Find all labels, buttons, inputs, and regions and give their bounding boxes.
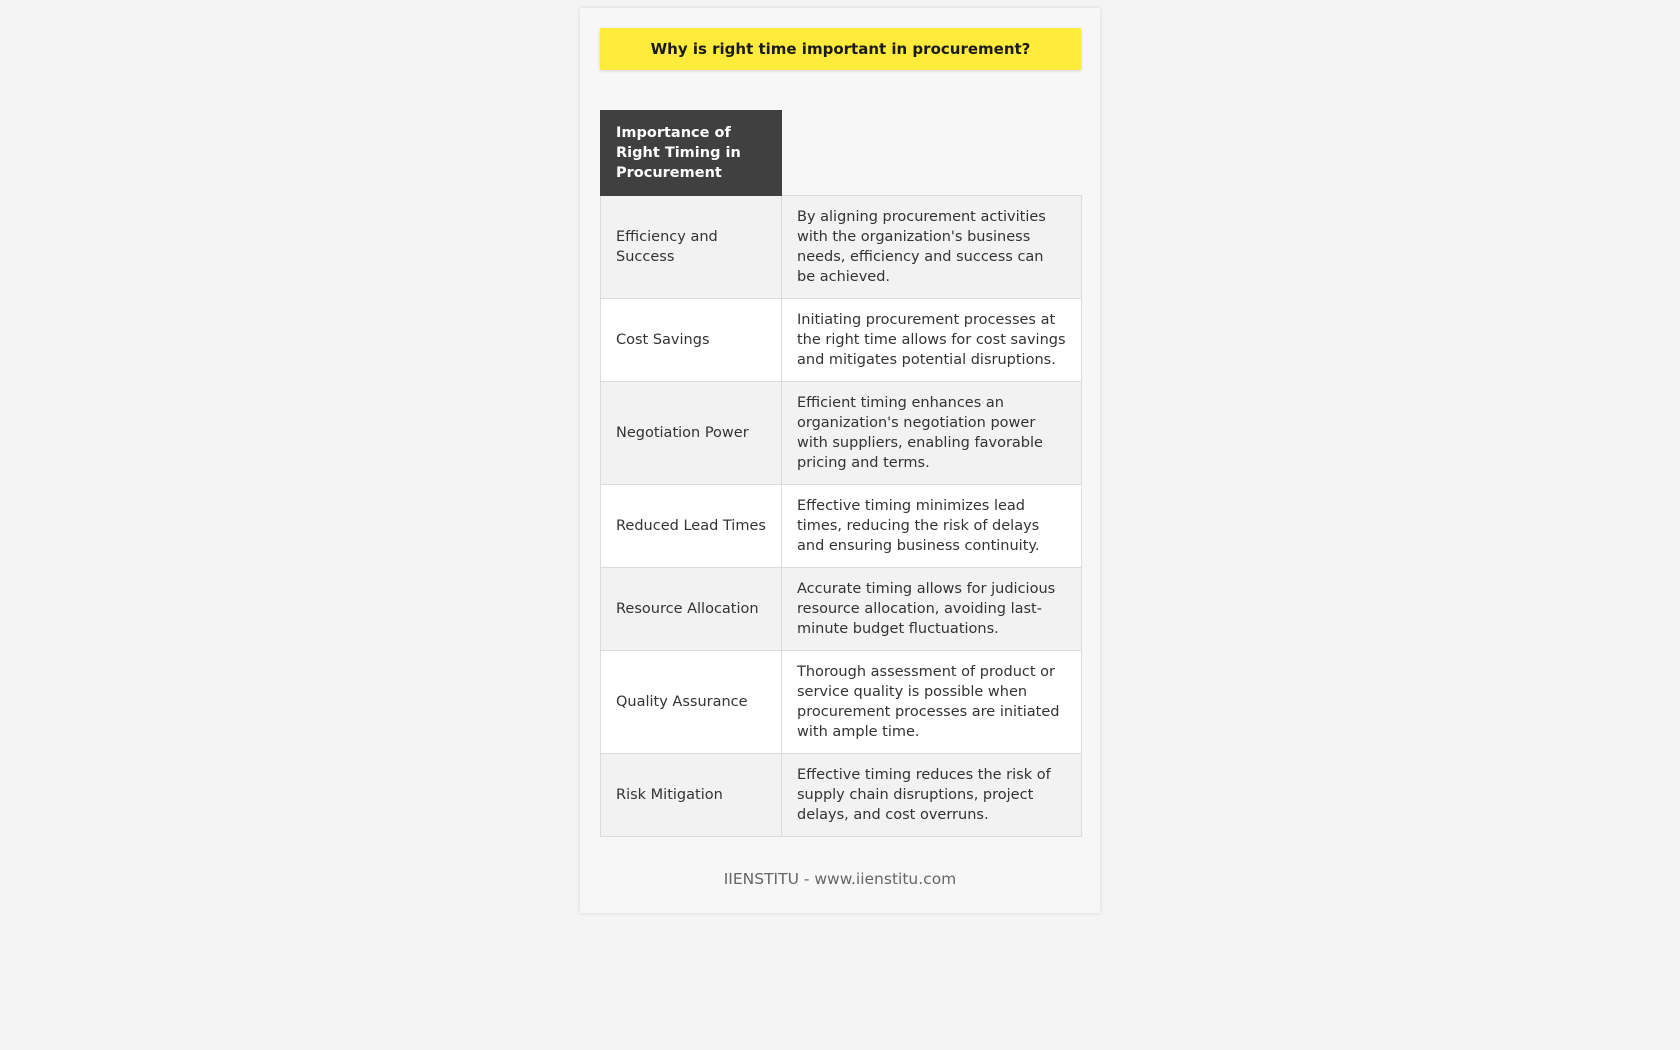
- row-factor: Efficiency and Success: [601, 196, 782, 299]
- table-row: [601, 299, 1082, 382]
- table-row: [601, 382, 1082, 485]
- row-description: Thorough assessment of product or service quality is possible when procurement processes are initiated with ample time.: [782, 651, 1082, 754]
- footer-credit: IIENSTITU - www.iienstitu.com: [723, 870, 957, 888]
- procurement-timing-table: [600, 110, 1082, 837]
- row-factor: Cost Savings: [601, 299, 782, 382]
- row-description: By aligning procurement activities with the organization's business needs, efficiency and success can be achieved.: [782, 196, 1082, 299]
- row-description: Effective timing reduces the risk of supply chain disruptions, project delays, and cost overruns.: [782, 754, 1082, 837]
- table-row: [601, 651, 1082, 754]
- row-description: Effective timing minimizes lead times, reducing the risk of delays and ensuring business continuity.: [782, 485, 1082, 568]
- content-card: [580, 8, 1100, 913]
- row-factor: Reduced Lead Times: [601, 485, 782, 568]
- table-header-blank: [782, 111, 1082, 196]
- row-factor: Resource Allocation: [601, 568, 782, 651]
- row-factor: Risk Mitigation: [601, 754, 782, 837]
- table-header-row: [601, 111, 1082, 196]
- row-factor: Negotiation Power: [601, 382, 782, 485]
- page-title: Why is right time important in procurement?: [600, 28, 1081, 70]
- table-header: Importance of Right Timing in Procurement: [601, 111, 782, 196]
- table-row: [601, 485, 1082, 568]
- row-description: Initiating procurement processes at the right time allows for cost savings and mitigates potential disruptions.: [782, 299, 1082, 382]
- table-row: [601, 568, 1082, 651]
- row-description: Accurate timing allows for judicious resource allocation, avoiding last-minute budget fluctuations.: [782, 568, 1082, 651]
- table-row: [601, 196, 1082, 299]
- row-factor: Quality Assurance: [601, 651, 782, 754]
- row-description: Efficient timing enhances an organization's negotiation power with suppliers, enabling favorable pricing and terms.: [782, 382, 1082, 485]
- table-row: [601, 754, 1082, 837]
